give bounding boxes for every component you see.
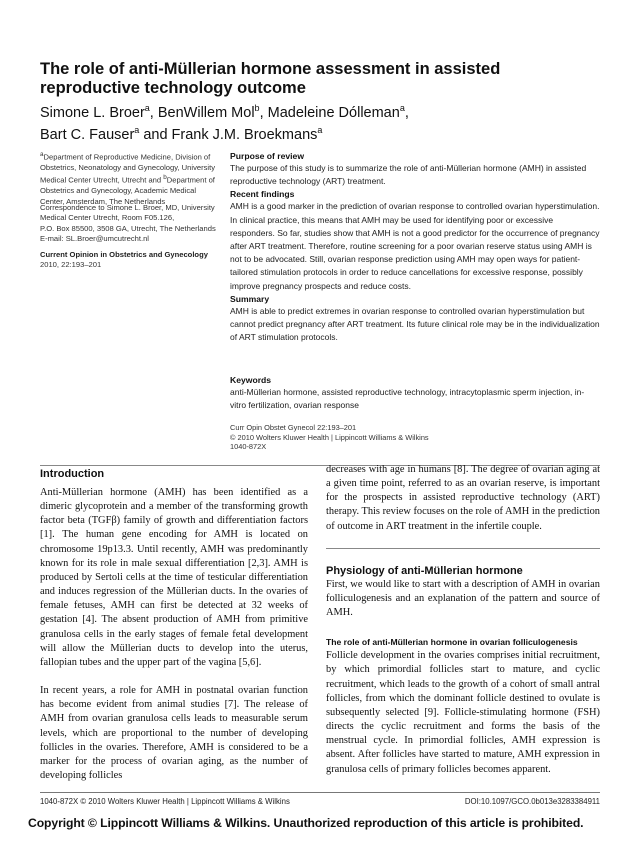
abstract-text: AMH is a good marker in the prediction of ovarian response to controlled ovarian hyperstimulation. In clinical practice, this means that AMH may be used for identifying poor or excessive responders. So far, studies show that AMH is not a good predictor for the occurrence of pregnancy after ART treatment. Therefore, routine screening for a poor ovarian reserve status using AMH is not to be advocated. Still, ovarian response prediction using AMH may open ways for patient-tailored stimulation protocols in order to reduce cancellations for excessive response, possibly improve pregnancy prospects and reduce costs.	[230, 201, 600, 291]
abstract-text: AMH is able to predict extremes in ovarian response to controlled ovarian hyperstimulation but cannot predict pregnancy after ART treatment. Its future clinical role may be in the individualization of ART stimulation protocols.	[230, 305, 600, 343]
author-name: Bart C. Fauser	[40, 126, 135, 143]
author-affiliation-mark: a	[134, 124, 140, 135]
body-paragraph: Anti-Müllerian hormone (AMH) has been identified as a dimeric glycoprotein and a member of the transforming growth factor beta (TGFβ) family of growth and differentiation factors [1]. The human gene encoding for AMH is located on chromosome 19p13.3. Until recently, AMH was predominantly known for its role in male sexual differentiation [2,3]. AMH is produced by Sertoli cells at the time of testicular differentiation and induces regression of the Müllerian ducts. In the ovaries of female fetuses, AMH can first be detected at 32 weeks of gestation [4]. The absent production of AMH from primitive granulosa cells in the early stages of female fetal development will allow the Müllerian ducts to develop into the uterus, fallopian tubes and the upper part of the vagina [5,6].	[40, 487, 308, 668]
abstract-text: The purpose of this study is to summarize the role of anti-Müllerian hormone (AMH) in assisted reproductive technology (ART) treatment.	[230, 163, 587, 187]
citation-info	[230, 423, 600, 452]
correspondence-line: Correspondence to Simone L. Broer, MD, University	[40, 203, 215, 212]
author-name: Madeleine Dólleman	[267, 104, 400, 121]
affiliation-mark: a	[40, 151, 44, 158]
author-separator: ,	[404, 104, 409, 121]
author-name: Frank J.M. Broekmans	[171, 126, 318, 143]
author-separator: and	[139, 126, 172, 143]
body-column-left	[40, 467, 308, 783]
section-heading-physiology: Physiology of anti-Müllerian hormone	[326, 564, 523, 577]
correspondence	[40, 203, 222, 245]
author-separator: ,	[259, 104, 268, 121]
subsection-heading: The role of anti-Müllerian hormone in ovarian folliculogenesis	[326, 637, 578, 648]
copyright-notice: Copyright © Lippincott Williams & Wilkins. Unauthorized reproduction of this article is prohibited.	[28, 816, 584, 830]
affiliation-text: Department of Obstetrics and Gynecology, Academic Medical Center, Amsterdam, The Netherlands	[40, 175, 215, 206]
journal-name: Current Opinion in Obstetrics and Gynecology	[40, 250, 208, 259]
abstract	[230, 150, 600, 344]
author-list	[40, 100, 600, 144]
body-paragraph: First, we would like to start with a description of AMH in ovarian folliculogenesis and an explanation of the pattern and source of AMH.	[326, 578, 600, 619]
citation-line: Curr Opin Obstet Gynecol 22:193–201	[230, 423, 357, 432]
correspondence-email[interactable]: E-mail: SL.Broer@umcutrecht.nl	[40, 234, 149, 244]
author-affiliation-mark: a	[144, 103, 150, 113]
correspondence-line: Medical Center Utrecht, Room F05.126,	[40, 213, 175, 223]
author-affiliation-mark: a	[399, 103, 405, 113]
article-title: The role of anti-Müllerian hormone assessment in assisted reproductive technology outcome	[40, 60, 501, 97]
keywords	[230, 374, 600, 412]
citation-line: © 2010 Wolters Kluwer Health | Lippincott Williams & Wilkins	[230, 432, 429, 442]
author-separator: ,	[149, 104, 158, 121]
abstract-heading: Summary	[230, 293, 270, 304]
correspondence-line: P.O. Box 85500, 3508 GA, Utrecht, The Netherlands	[40, 223, 216, 233]
section-heading-introduction: Introduction	[40, 468, 105, 480]
journal-info	[40, 250, 222, 271]
body-paragraph: decreases with age in humans [8]. The degree of ovarian aging at a given time point, referred to as an ovarian reserve, is important for the prospects in assisted reproductive technology (ART) therapy. This review focuses on the role of AMH in the prediction of outcome in ART treatment in the infertile couple.	[326, 464, 600, 532]
author-affiliation-mark: a	[317, 124, 323, 135]
author-name: Simone L. Broer	[40, 104, 145, 121]
footer-doi[interactable]: DOI:10.1097/GCO.0b013e3283384911	[464, 797, 600, 806]
body-paragraph: In recent years, a role for AMH in postnatal ovarian function has become evident from animal studies [7]. The release of AMH from ovarian granulosa cells leads to measurable serum levels, which are proportional to the number of developing follicles in the ovaries. Therefore, AMH is considered to be a marker for the process of ovarian aging, as the number of developing follicles	[40, 685, 308, 781]
affiliation-mark: b	[163, 174, 167, 182]
body-column-right	[326, 463, 600, 777]
author-name: BenWillem Mol	[157, 104, 255, 121]
citation-line: 1040-872X	[230, 442, 267, 451]
abstract-heading: Recent findings	[230, 189, 295, 200]
keywords-heading: Keywords	[230, 375, 272, 385]
footer-divider	[40, 792, 600, 793]
keywords-text: anti-Müllerian hormone, assisted reproductive technology, intracytoplasmic sperm injection, in-vitro fertilization, ovarian response	[230, 387, 585, 411]
journal-ref: 2010, 22:193–201	[40, 260, 102, 270]
affiliation-text: Department of Reproductive Medicine, Division of Obstetrics, Neonatology and Gynecology, University Medical Center Utrecht, Utrecht and	[40, 152, 216, 185]
section-divider	[326, 548, 600, 549]
affiliations	[40, 150, 222, 207]
abstract-heading: Purpose of review	[230, 151, 305, 161]
body-paragraph: Follicle development in the ovaries comprises initial recruitment, by which primordial follicles start to mature, and cyclic recruitment, which leads to the growth of a cohort of small antral follicles, from which the dominant follicle destined to ovulate is subsequently selected [9]. Follicle-stimulating hormone (FSH) directs the cyclic recruitment and forms the basis of the menstrual cycle. In primordial follicles, AMH expression is absent. After follicles have started to mature, AMH expression in granulosa cells of primary follicles becomes apparent.	[326, 650, 600, 775]
footer-publisher: 1040-872X © 2010 Wolters Kluwer Health | Lippincott Williams & Wilkins	[40, 797, 290, 806]
author-affiliation-mark: b	[254, 103, 260, 113]
